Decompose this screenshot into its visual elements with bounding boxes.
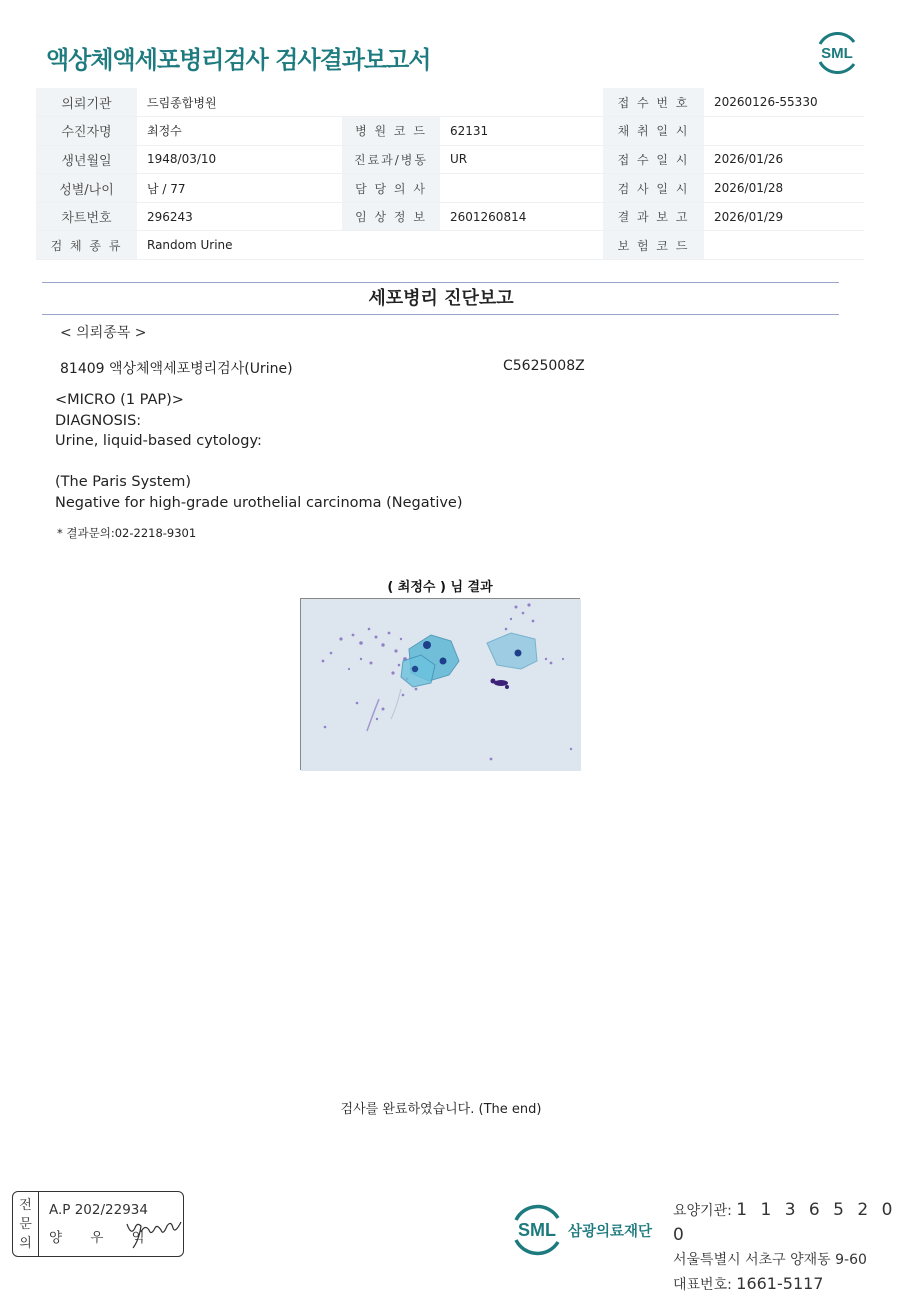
report-line: (The Paris System) — [55, 474, 192, 490]
info-value: 296243 — [137, 202, 342, 231]
sml-logo-text: SML — [821, 45, 853, 62]
stamp-license-number: A.P 202/22934 — [49, 1202, 148, 1218]
report-line: Urine, liquid-based cytology: — [55, 433, 262, 449]
info-label: 접 수 번 호 — [603, 88, 704, 117]
info-value: 2601260814 — [440, 202, 603, 231]
info-label: 병 원 코 드 — [342, 117, 440, 146]
info-label: 성별/나이 — [36, 174, 137, 203]
stamp-side-char: 전 — [19, 1197, 32, 1213]
info-value — [440, 88, 603, 117]
image-caption: ( 최정수 ) 님 결과 — [387, 580, 493, 595]
info-label: 검 사 일 시 — [603, 174, 704, 203]
info-label: 담 당 의 사 — [342, 174, 440, 203]
info-label: 수진자명 — [36, 117, 137, 146]
info-row — [36, 202, 864, 231]
stamp-side-label — [13, 1192, 39, 1256]
info-label — [342, 88, 440, 117]
section-title: 세포병리 진단보고 — [368, 288, 514, 309]
care-institution-label: 요양기관: — [673, 1203, 737, 1219]
signature-image — [123, 1210, 185, 1252]
section-rule-top — [42, 282, 839, 283]
main-phone-number: 1661-5117 — [736, 1274, 824, 1293]
info-label: 의뢰기관 — [36, 88, 137, 117]
diagnosis-report — [55, 390, 463, 513]
info-value — [440, 174, 603, 203]
info-label: 보 험 코 드 — [603, 231, 704, 260]
info-value: 62131 — [440, 117, 603, 146]
report-line — [55, 452, 463, 473]
info-row — [36, 174, 864, 203]
sml-foundation-logo-text: SML — [518, 1220, 556, 1240]
foundation-name: 삼광의료재단 — [568, 1224, 653, 1240]
info-row — [36, 88, 864, 117]
inquiry-contact: * 결과문의:02-2218-9301 — [57, 526, 197, 540]
request-test-name: 81409 액상체액세포병리검사(Urine) — [60, 361, 293, 377]
info-value: UR — [440, 145, 603, 174]
info-label: 검 체 종 류 — [36, 231, 137, 260]
info-row — [36, 117, 864, 146]
care-institution-number: 1 1 3 6 5 2 0 0 — [673, 1200, 897, 1245]
stamp-pathologist-name: 양 우 익 — [49, 1230, 157, 1246]
info-label: 접 수 일 시 — [603, 145, 704, 174]
info-value — [704, 117, 864, 146]
sml-logo — [812, 30, 862, 74]
stamp-side-char: 문 — [19, 1216, 32, 1232]
info-value: 드림종합병원 — [137, 88, 342, 117]
request-id: C5625008Z — [503, 358, 585, 374]
info-value: 남 / 77 — [137, 174, 342, 203]
info-value: 최정수 — [137, 117, 342, 146]
report-line: DIAGNOSIS: — [55, 412, 142, 429]
info-label: 임 상 정 보 — [342, 202, 440, 231]
patient-info-table — [36, 88, 864, 260]
cytology-micrograph — [300, 598, 580, 770]
info-row — [36, 231, 864, 260]
info-value: 20260126-55330 — [704, 88, 864, 117]
info-label: 진료과/병동 — [342, 145, 440, 174]
report-line: Negative for high-grade urothelial carcinoma (Negative) — [55, 494, 463, 511]
info-value — [704, 231, 864, 260]
info-label: 차트번호 — [36, 202, 137, 231]
info-value — [440, 231, 603, 260]
footer-info — [673, 1198, 900, 1297]
info-value: 1948/03/10 — [137, 145, 342, 174]
section-rule-bottom — [42, 314, 839, 315]
sml-foundation-logo — [508, 1200, 566, 1258]
request-heading: < 의뢰종목 > — [60, 325, 147, 341]
info-value: Random Urine — [137, 231, 342, 260]
report-title: 액상체액세포병리검사 검사결과보고서 — [46, 46, 431, 74]
info-label: 채 취 일 시 — [603, 117, 704, 146]
pathologist-stamp — [12, 1191, 184, 1257]
report-line: <MICRO (1 PAP)> — [55, 392, 184, 408]
info-value: 2026/01/28 — [704, 174, 864, 203]
info-value: 2026/01/26 — [704, 145, 864, 174]
stamp-side-char: 의 — [19, 1235, 32, 1251]
main-phone-label: 대표번호: — [673, 1277, 737, 1293]
info-label: 생년월일 — [36, 145, 137, 174]
end-of-report: 검사를 완료하였습니다. (The end) — [340, 1102, 542, 1117]
info-row — [36, 145, 864, 174]
info-value: 2026/01/29 — [704, 202, 864, 231]
info-label: 결 과 보 고 — [603, 202, 704, 231]
footer-address: 서울특별시 서초구 양재동 9-60 — [673, 1252, 867, 1268]
info-label — [342, 231, 440, 260]
